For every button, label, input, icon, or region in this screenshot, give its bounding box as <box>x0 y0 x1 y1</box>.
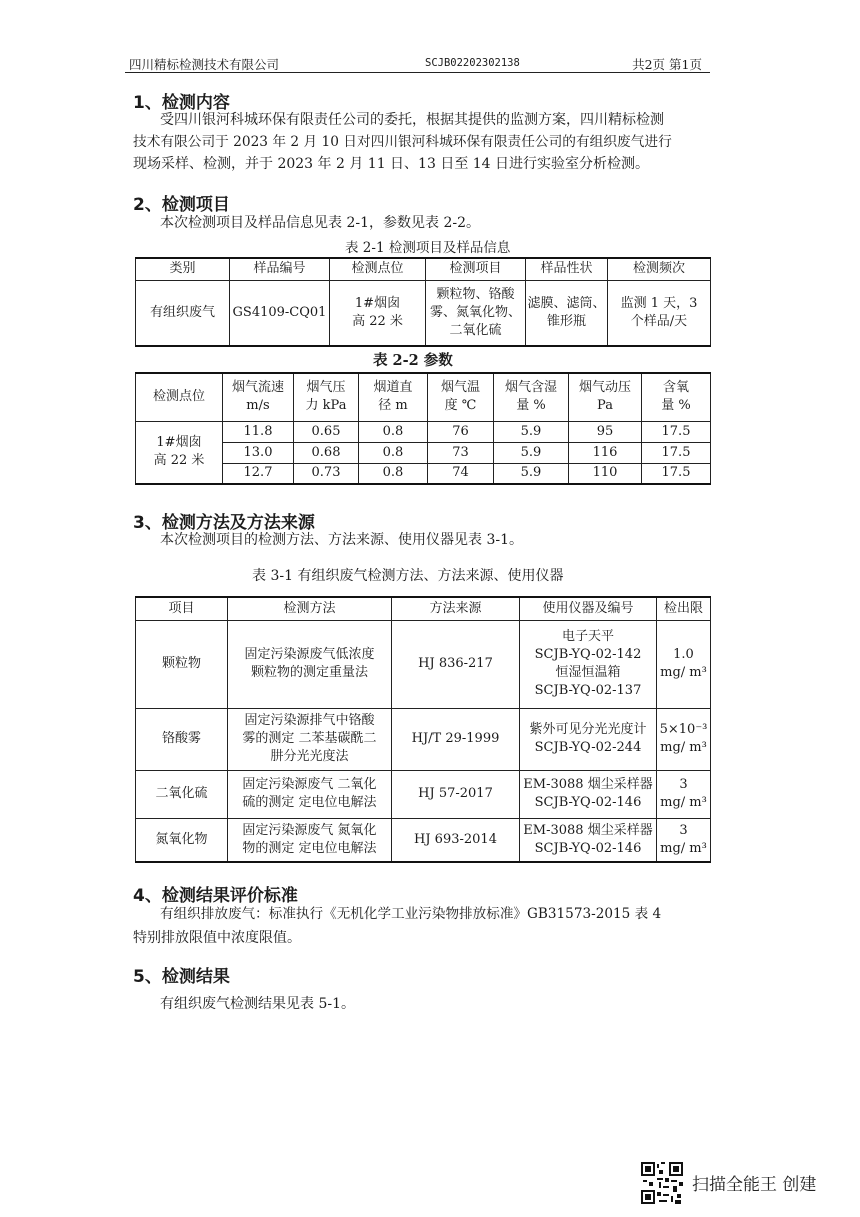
table21-header: 检测频次 <box>608 258 711 280</box>
section1-title: 1、检测内容 <box>133 93 230 113</box>
table21-sample-no: GS4109-CQ01 <box>230 280 330 346</box>
cell-line: 烟气含湿 <box>504 380 557 396</box>
section5-title: 5、检测结果 <box>133 967 230 987</box>
table31-header-row <box>136 597 711 620</box>
table21-caption: 表 2-1 检测项目及样品信息 <box>345 240 511 256</box>
table-2-2 <box>135 372 711 485</box>
cell-line: 个样品/天 <box>630 313 688 329</box>
cell-line: SCJB-YQ-02-244 <box>534 740 642 755</box>
section5-line: 有组织废气检测结果见表 5-1。 <box>160 996 355 1012</box>
table31-method <box>228 770 392 818</box>
header-org: 四川精标检测技术有限公司 <box>129 57 280 72</box>
table31-instrument <box>520 770 657 818</box>
table22-header <box>359 373 428 421</box>
table31-source: HJ 57-2017 <box>392 770 520 818</box>
table31-row <box>136 708 711 770</box>
table22-cell: 11.8 <box>223 421 294 442</box>
cell-line: 硫的测定 定电位电解法 <box>242 795 377 810</box>
table31-item: 氮氧化物 <box>136 818 228 862</box>
cell-line: mg/ m³ <box>660 795 707 810</box>
table22-cell: 5.9 <box>494 421 569 442</box>
cell-line: 力 kPa <box>305 398 347 414</box>
watermark-text: 扫描全能王 创建 <box>692 1175 817 1195</box>
table22-header <box>642 373 711 421</box>
table22-cell: 0.73 <box>294 463 359 484</box>
table22-caption: 表 2-2 参数 <box>373 352 453 369</box>
table21-category: 有组织废气 <box>136 280 230 346</box>
section4-title: 4、检测结果评价标准 <box>133 886 298 906</box>
cell-line: 含氧 <box>662 380 689 396</box>
cell-line: 3 <box>679 822 688 838</box>
table22-cell: 0.65 <box>294 421 359 442</box>
section1-line1: 受四川银河科城环保有限责任公司的委托，根据其提供的监测方案，四川精标检测 <box>160 112 664 128</box>
cell-line: 肼分光光度法 <box>270 749 349 764</box>
table31-item: 铬酸雾 <box>136 708 228 770</box>
cell-line: 烟道直 <box>373 380 413 396</box>
cell-line: 量 % <box>661 398 691 414</box>
section4-line1: 有组织排放废气：标准执行《无机化学工业污染物排放标准》GB31573-2015 表 4 <box>160 906 662 922</box>
table21-state <box>526 280 608 346</box>
table31-instrument <box>520 818 657 862</box>
table22-cell: 0.8 <box>359 421 428 442</box>
table31-caption: 表 3-1 有组织废气检测方法、方法来源、使用仪器 <box>252 568 564 584</box>
cell-line: EM-3088 烟尘采样器 <box>523 822 653 838</box>
cell-line: SCJB-YQ-02-146 <box>534 795 642 810</box>
table22-header <box>494 373 569 421</box>
table22-header: 检测点位 <box>136 373 223 421</box>
table31-row <box>136 818 711 862</box>
cell-line: mg/ m³ <box>660 840 707 856</box>
table21-header-row <box>136 258 711 280</box>
cell-line: 1#烟囱 <box>354 295 401 311</box>
cell-line: Pa <box>597 398 613 414</box>
cell-line: 高 22 米 <box>153 453 205 469</box>
section4-line2: 特别排放限值中浓度限值。 <box>133 930 301 946</box>
table31-header: 检出限 <box>657 597 711 620</box>
table22-cell: 0.68 <box>294 442 359 463</box>
table22-cell: 0.8 <box>359 463 428 484</box>
header-report-no: SCJB02202302138 <box>425 57 520 69</box>
table31-item: 二氧化硫 <box>136 770 228 818</box>
cell-line: 锥形瓶 <box>546 313 586 329</box>
table31-source: HJ 836-217 <box>392 620 520 708</box>
table22-cell: 116 <box>569 442 642 463</box>
table31-lod <box>657 620 711 708</box>
table21-header: 检测项目 <box>426 258 526 280</box>
table31-instrument <box>520 620 657 708</box>
table22-cell: 13.0 <box>223 442 294 463</box>
table22-cell: 0.8 <box>359 442 428 463</box>
table-2-1 <box>135 257 711 347</box>
table31-lod <box>657 818 711 862</box>
cell-line: 高 22 米 <box>352 313 403 329</box>
cell-line: mg/ m³ <box>660 665 707 680</box>
table21-header: 检测点位 <box>330 258 426 280</box>
cell-line: 滤膜、滤筒、 <box>527 295 606 311</box>
table22-cell: 73 <box>428 442 494 463</box>
cell-line: SCJB-YQ-02-142 <box>534 647 642 662</box>
table22-cell: 74 <box>428 463 494 484</box>
table22-cell: 12.7 <box>223 463 294 484</box>
cell-line: 烟气动压 <box>578 380 631 396</box>
table22-cell: 5.9 <box>494 463 569 484</box>
cell-line: 紫外可见分光光度计 <box>529 722 647 737</box>
cell-line: 5×10⁻³ <box>659 722 708 737</box>
table31-instrument <box>520 708 657 770</box>
table31-lod <box>657 770 711 818</box>
cell-line: 径 m <box>378 398 408 414</box>
cell-line: 监测 1 天，3 <box>620 295 698 311</box>
cell-line: 物的测定 定电位电解法 <box>242 840 377 856</box>
cell-line: EM-3088 烟尘采样器 <box>523 777 653 792</box>
table21-header: 样品编号 <box>230 258 330 280</box>
cell-line: m/s <box>246 398 270 414</box>
table22-cell: 17.5 <box>642 463 711 484</box>
cell-line: 3 <box>679 777 688 792</box>
cell-line: 烟气流速 <box>231 380 284 396</box>
section2-title: 2、检测项目 <box>133 195 230 215</box>
table22-header <box>428 373 494 421</box>
table22-cell: 17.5 <box>642 421 711 442</box>
cell-line: 雾、氮氧化物、 <box>429 304 521 320</box>
cell-line: 颗粒物、铬酸 <box>436 286 515 302</box>
table22-header <box>294 373 359 421</box>
header-page: 共2页 第1页 <box>632 57 702 72</box>
cell-line: 固定污染源排气中铬酸 <box>244 713 375 728</box>
table22-header-row <box>136 373 711 421</box>
cell-line: mg/ m³ <box>660 740 707 755</box>
cell-line: 固定污染源废气低浓度 <box>244 647 375 662</box>
table21-freq <box>608 280 711 346</box>
table31-lod <box>657 708 711 770</box>
cell-line: SCJB-YQ-02-137 <box>534 683 642 698</box>
cell-line: 固定污染源废气 氮氧化 <box>242 822 377 838</box>
table31-method <box>228 708 392 770</box>
table31-method <box>228 620 392 708</box>
table31-row <box>136 620 711 708</box>
section3-intro: 本次检测项目的检测方法、方法来源、使用仪器见表 3-1。 <box>160 532 523 548</box>
table22-cell: 95 <box>569 421 642 442</box>
table31-source: HJ 693-2014 <box>392 818 520 862</box>
table31-method <box>228 818 392 862</box>
section2-intro: 本次检测项目及样品信息见表 2-1，参数见表 2-2。 <box>160 215 480 231</box>
table22-row <box>136 442 711 463</box>
cell-line: 烟气温 <box>440 380 480 396</box>
table22-cell: 110 <box>569 463 642 484</box>
cell-line: 烟气压 <box>306 380 346 396</box>
section1-line3: 现场采样、检测，并于 2023 年 2 月 11 日、13 日至 14 日进行实验室分析检测。 <box>133 156 650 172</box>
table31-row <box>136 770 711 818</box>
table22-cell: 5.9 <box>494 442 569 463</box>
section1-line2: 技术有限公司于 2023 年 2 月 10 日对四川银河科城环保有限责任公司的有组织废气进行 <box>133 134 672 150</box>
table21-header: 类别 <box>136 258 230 280</box>
table22-cell: 17.5 <box>642 442 711 463</box>
table31-header: 使用仪器及编号 <box>520 597 657 620</box>
table22-row <box>136 463 711 484</box>
cell-line: 量 % <box>516 398 546 414</box>
table21-header: 样品性状 <box>526 258 608 280</box>
table21-items <box>426 280 526 346</box>
table31-header: 检测方法 <box>228 597 392 620</box>
table22-cell: 76 <box>428 421 494 442</box>
cell-line: 1.0 <box>673 647 694 662</box>
cell-line: 电子天平 <box>561 629 614 644</box>
cell-line: 度 ℃ <box>444 398 477 414</box>
table21-point <box>330 280 426 346</box>
cell-line: 颗粒物的测定重量法 <box>250 665 368 680</box>
cell-line: 雾的测定 二苯基碳酰二 <box>242 731 377 746</box>
qr-code-icon <box>641 1162 683 1204</box>
table-3-1 <box>135 596 711 863</box>
section3-title: 3、检测方法及方法来源 <box>133 513 315 533</box>
table22-header <box>569 373 642 421</box>
cell-line: 二氧化硫 <box>449 322 502 338</box>
table31-header: 方法来源 <box>392 597 520 620</box>
cell-line: 恒湿恒温箱 <box>555 665 621 680</box>
table22-point <box>136 421 223 484</box>
table21-row <box>136 280 711 346</box>
page-header <box>125 54 710 73</box>
table22-row <box>136 421 711 442</box>
table31-header: 项目 <box>136 597 228 620</box>
cell-line: 1#烟囱 <box>156 435 202 451</box>
table31-item: 颗粒物 <box>136 620 228 708</box>
table22-header <box>223 373 294 421</box>
table31-source: HJ/T 29-1999 <box>392 708 520 770</box>
cell-line: 固定污染源废气 二氧化 <box>242 777 377 792</box>
cell-line: SCJB-YQ-02-146 <box>534 840 642 856</box>
